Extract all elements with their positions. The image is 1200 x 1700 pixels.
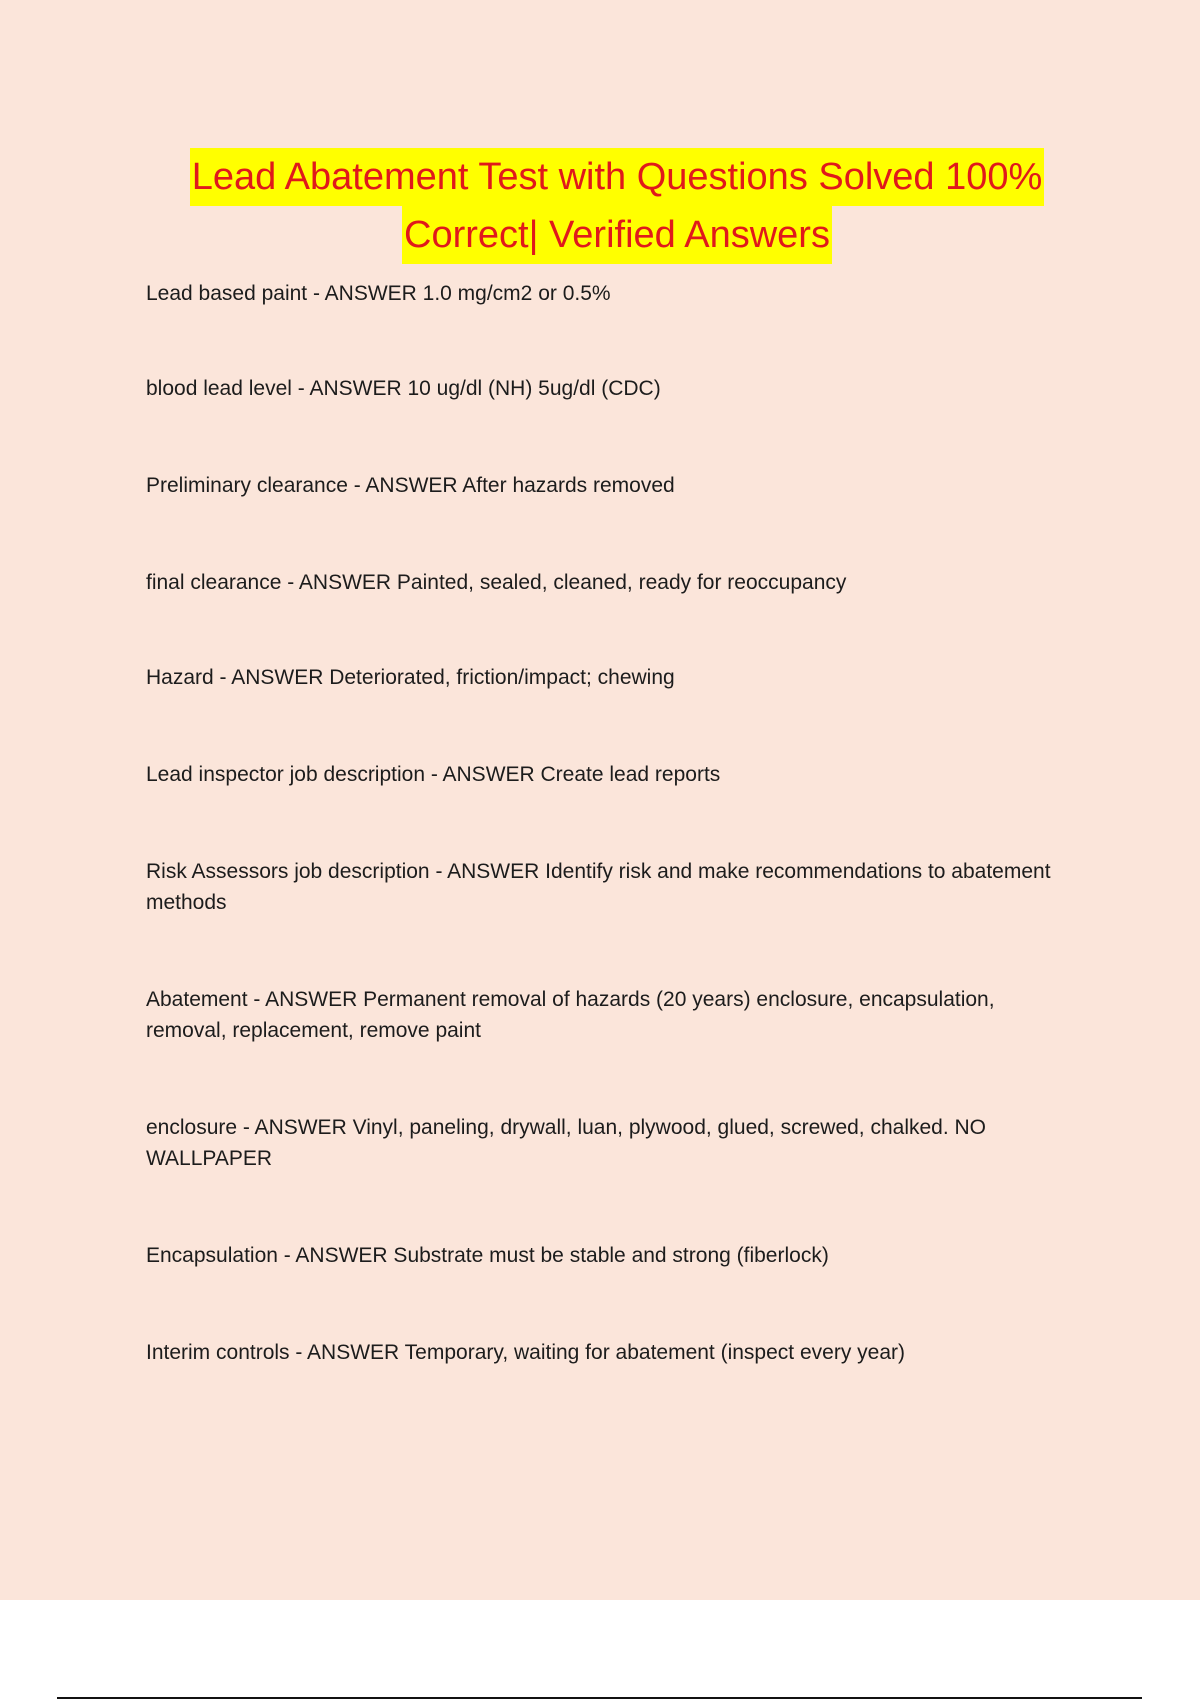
qa-item-lead-inspector: Lead inspector job description - ANSWER Create lead reports — [146, 763, 721, 786]
qa-item-final-clearance: final clearance - ANSWER Painted, sealed, cleaned, ready for reoccupancy — [146, 571, 847, 594]
title-line-1: Lead Abatement Test with Questions Solved 100% — [190, 148, 1045, 206]
qa-item-hazard: Hazard - ANSWER Deteriorated, friction/impact; chewing — [146, 666, 675, 689]
footer-divider — [57, 1697, 1142, 1699]
qa-item-enclosure: enclosure - ANSWER Vinyl, paneling, drywall, luan, plywood, glued, screwed, chalked. NO WALLPAPER — [146, 1116, 987, 1170]
qa-item-preliminary-clearance: Preliminary clearance - ANSWER After hazards removed — [146, 474, 675, 497]
qa-item-interim-controls: Interim controls - ANSWER Temporary, waiting for abatement (inspect every year) — [146, 1341, 905, 1364]
qa-item-abatement: Abatement - ANSWER Permanent removal of hazards (20 years) enclosure, encapsulation, removal, replacement, remove paint — [146, 988, 995, 1042]
title-line-2: Correct| Verified Answers — [402, 206, 832, 264]
qa-item-lead-based-paint: Lead based paint - ANSWER 1.0 mg/cm2 or 0.5% — [146, 282, 611, 305]
document-title — [0, 148, 1200, 264]
qa-item-encapsulation: Encapsulation - ANSWER Substrate must be stable and strong (fiberlock) — [146, 1244, 829, 1267]
qa-item-risk-assessors: Risk Assessors job description - ANSWER Identify risk and make recommendations to abatement methods — [146, 860, 1051, 914]
qa-item-blood-lead-level: blood lead level - ANSWER 10 ug/dl (NH) 5ug/dl (CDC) — [146, 377, 661, 400]
qa-list — [146, 278, 1066, 1368]
